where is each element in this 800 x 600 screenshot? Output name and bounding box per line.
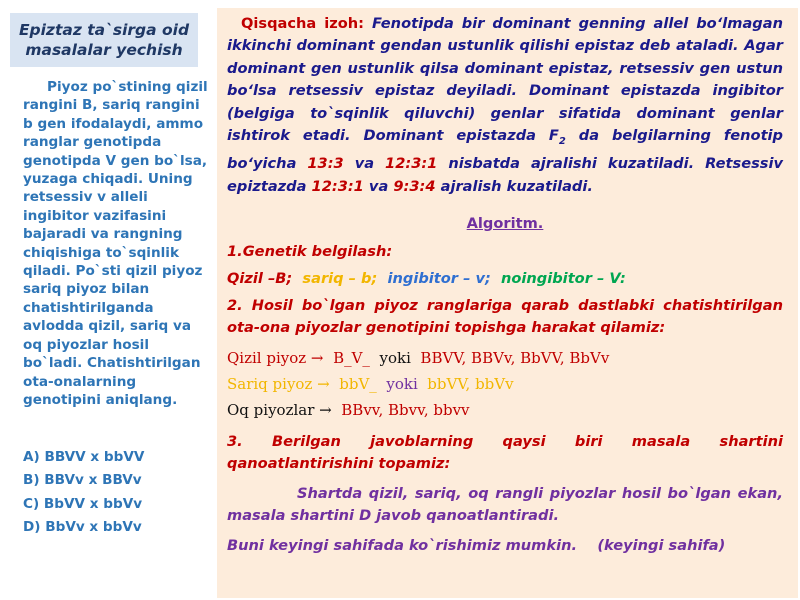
red-row-label: Qizil piyoz → bbox=[227, 349, 324, 367]
algorithm-title: Algoritm. bbox=[466, 215, 544, 232]
yellow-row-yoki: yoki bbox=[386, 375, 418, 393]
answer-text: Shartda qizil, sariq, oq rangli piyozlar hosil bo`lgan ekan, masala shartini D javob qanoatlantiradi. bbox=[227, 485, 783, 525]
title-line-1: Epiztaz ta`sirga oid bbox=[18, 21, 190, 39]
gene-legend bbox=[227, 268, 783, 290]
problem-statement bbox=[23, 78, 209, 409]
step-2: 2. Hosil bo`lgan piyoz ranglariga qarab dastlabki chatishtirilgan ota-ona piyozlar genotipini topishga harakat qilamiz: bbox=[227, 297, 783, 337]
right-panel bbox=[217, 8, 798, 598]
answer-options bbox=[23, 446, 144, 540]
step-1: 1.Genetik belgilash: bbox=[227, 243, 393, 260]
red-row-yoki: yoki bbox=[379, 349, 411, 367]
option-a: A) BBVV x bbVV bbox=[23, 449, 145, 465]
white-row-variants: BBvv, Bbvv, bbvv bbox=[341, 401, 470, 419]
red-onion-row bbox=[227, 347, 783, 369]
option-b: B) BBVv x BBVv bbox=[23, 472, 142, 489]
red-row-formula: B_V_ bbox=[333, 349, 370, 367]
yellow-onion-row bbox=[227, 373, 783, 395]
option-d: D) BbVv x bbVv bbox=[23, 519, 142, 536]
white-onion-row bbox=[227, 399, 783, 421]
legend-blue: ingibitor – v; bbox=[387, 270, 491, 287]
title-line-2: masalalar yechish bbox=[25, 41, 183, 59]
footer-text: Buni keyingi sahifada ko`rishimiz mumkin. bbox=[227, 537, 578, 554]
problem-text: Piyoz po`stining qizil rangini B, sariq rangini b gen ifodalaydi, ammo ranglar genotipda genotipda V gen bo`lsa, yuzaga chiqadi. Uning retsessiv v alleli ingibitor vazifasini bajaradi va rangning chiqishiga to`sqinlik qiladi. Po`sti qizil piyoz sariq piyoz bilan chatishtirilganda avlodda qizil, sariq va oq piyozlar hosil bo`ladi. Chatishtirilgan ota-onalarning genotipini aniqlang. bbox=[23, 79, 208, 408]
short-note: Qisqacha izoh: Fenotipda bir dominant genning allel bo‘lmagan ikkinchi dominant gendan ustunlik qilishi epistaz deb ataladi. Agar dominant gen ustunlik qilsa dominant epistaz, retsessiv gen ustun bo‘lsa retsessiv epistaz deyiladi. Dominant epistazda ingibitor (belgiga to`sqinlik qiluvchi) genlar sifatida dominant genlar ishtirok etadi. Dominant epistazda $F_2$ da belgilarning fenotip bo‘yicha 13:3 va 12:3:1 nisbatda ajralishi kuzatiladi. Retsessiv epiztazda 12:3:1 va 9:3:4 ajralish kuzatiladi. bbox=[227, 15, 783, 195]
legend-red: Qizil –B; bbox=[227, 270, 293, 287]
yellow-row-variants: bbVV, bbVv bbox=[427, 375, 514, 393]
yellow-row-label: Sariq piyoz → bbox=[227, 375, 330, 393]
ratio-12-3-1-recessive: 12:3:1 bbox=[311, 177, 364, 195]
left-panel bbox=[0, 0, 215, 600]
step-3: 3. Berilgan javoblarning qaysi biri masala shartini qanoatlantirishini topamiz: bbox=[227, 433, 783, 473]
note-label: Qisqacha izoh: bbox=[241, 15, 364, 32]
legend-yellow: sariq – b; bbox=[302, 270, 378, 287]
ratio-9-3-4: 9:3:4 bbox=[393, 177, 436, 195]
legend-green: noingibitor – V: bbox=[500, 270, 626, 287]
red-row-variants: BBVV, BBVv, BbVV, BbVv bbox=[420, 349, 610, 367]
footer-line bbox=[227, 535, 783, 557]
white-row-label: Oq piyozlar → bbox=[227, 401, 332, 419]
ratio-13-3: 13:3 bbox=[307, 155, 344, 173]
yellow-row-formula: bbV_ bbox=[339, 375, 377, 393]
ratio-12-3-1: 12:3:1 bbox=[385, 155, 438, 173]
option-c: C) BbVV x bbVv bbox=[23, 495, 143, 512]
slide-title bbox=[10, 13, 198, 67]
next-page-link[interactable]: (keyingi sahifa) bbox=[597, 537, 726, 554]
